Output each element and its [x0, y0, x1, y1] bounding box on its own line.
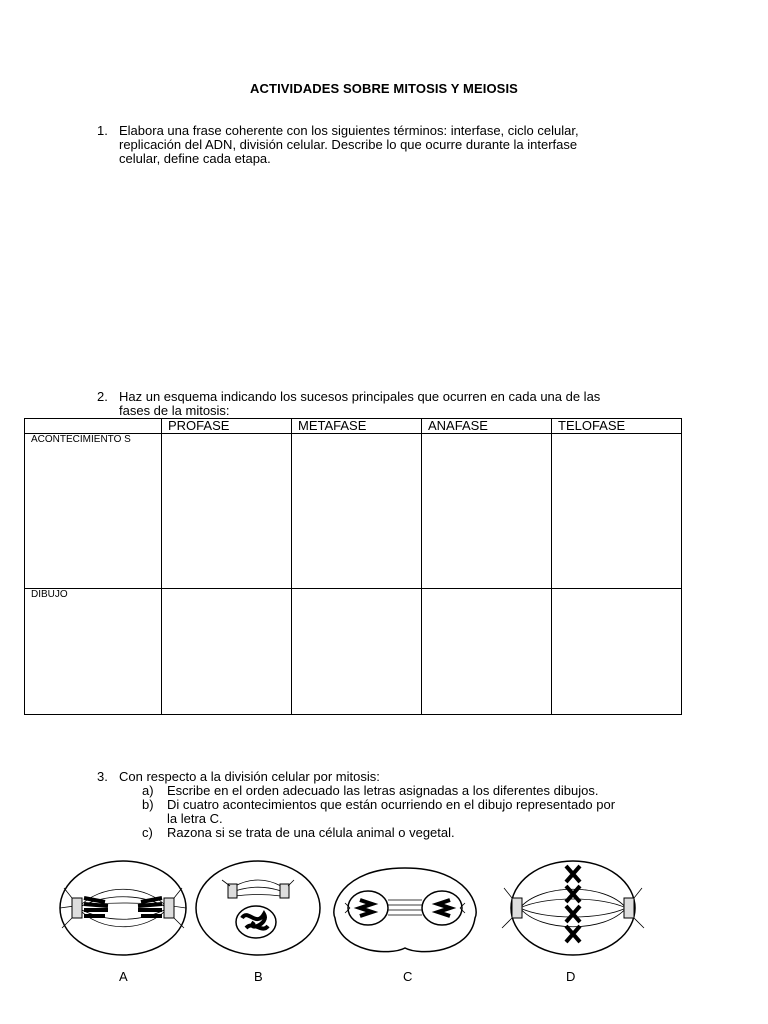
subitem-a	[142, 784, 702, 798]
table-header-telofase: TELOFASE	[552, 419, 682, 434]
mitosis-drawings-svg	[50, 858, 650, 968]
subitem-letter: a)	[142, 783, 154, 798]
question-line: fases de la mitosis:	[119, 403, 230, 418]
question-line: Con respecto a la división celular por mitosis:	[119, 769, 380, 784]
subitem-line: Escribe en el orden adecuado las letras asignadas a los diferentes dibujos.	[167, 783, 599, 798]
figure-label-b: B	[254, 969, 263, 984]
cell-a-drawing	[60, 861, 186, 955]
table-cell[interactable]	[292, 589, 422, 715]
question-2	[97, 390, 697, 418]
cell-b-drawing	[196, 861, 320, 955]
question-line: replicación del ADN, división celular. Describe lo que ocurre durante la interfase	[119, 137, 578, 152]
subitem-letter: c)	[142, 825, 153, 840]
question-line: celular, define cada etapa.	[119, 151, 271, 166]
question-3	[97, 770, 697, 784]
table-header-empty	[25, 419, 162, 434]
table-cell[interactable]	[552, 434, 682, 589]
subitem-line: Di cuatro acontecimientos que están ocurriendo en el dibujo representado por	[167, 797, 616, 812]
question-number: 3.	[97, 769, 108, 784]
table-row	[25, 589, 682, 715]
table-cell[interactable]	[422, 589, 552, 715]
subitem-c	[142, 826, 702, 840]
table-header-anafase: ANAFASE	[422, 419, 552, 434]
question-1	[97, 124, 697, 166]
figure-label-a: A	[119, 969, 128, 984]
row-label-dibujo: DIBUJO	[25, 589, 162, 715]
mitosis-phases-table	[24, 418, 682, 715]
table-cell[interactable]	[422, 434, 552, 589]
figure-label-d: D	[566, 969, 576, 984]
table-cell[interactable]	[162, 434, 292, 589]
table-header-profase: PROFASE	[162, 419, 292, 434]
question-line: Haz un esquema indicando los sucesos principales que ocurren en cada una de las	[119, 389, 601, 404]
table-cell[interactable]	[552, 589, 682, 715]
row-label-acontecimientos: ACONTECIMIENTO S	[25, 434, 162, 589]
figure-label-c: C	[403, 969, 413, 984]
subitem-letter: b)	[142, 797, 154, 812]
subitem-b	[142, 798, 702, 826]
table-row	[25, 434, 682, 589]
question-number: 2.	[97, 389, 108, 404]
mitosis-drawings	[50, 858, 650, 988]
subitem-line: la letra C.	[167, 811, 223, 826]
question-line: Elabora una frase coherente con los siguientes términos: interfase, ciclo celular,	[119, 123, 579, 138]
table-header-row	[25, 419, 682, 434]
table-header-metafase: METAFASE	[292, 419, 422, 434]
subitem-line: Razona si se trata de una célula animal o vegetal.	[167, 825, 455, 840]
table-cell[interactable]	[292, 434, 422, 589]
cell-d-drawing	[502, 861, 644, 955]
table-cell[interactable]	[162, 589, 292, 715]
cell-c-drawing	[334, 868, 476, 952]
question-number: 1.	[97, 123, 108, 138]
page-title: ACTIVIDADES SOBRE MITOSIS Y MEIOSIS	[250, 81, 518, 96]
